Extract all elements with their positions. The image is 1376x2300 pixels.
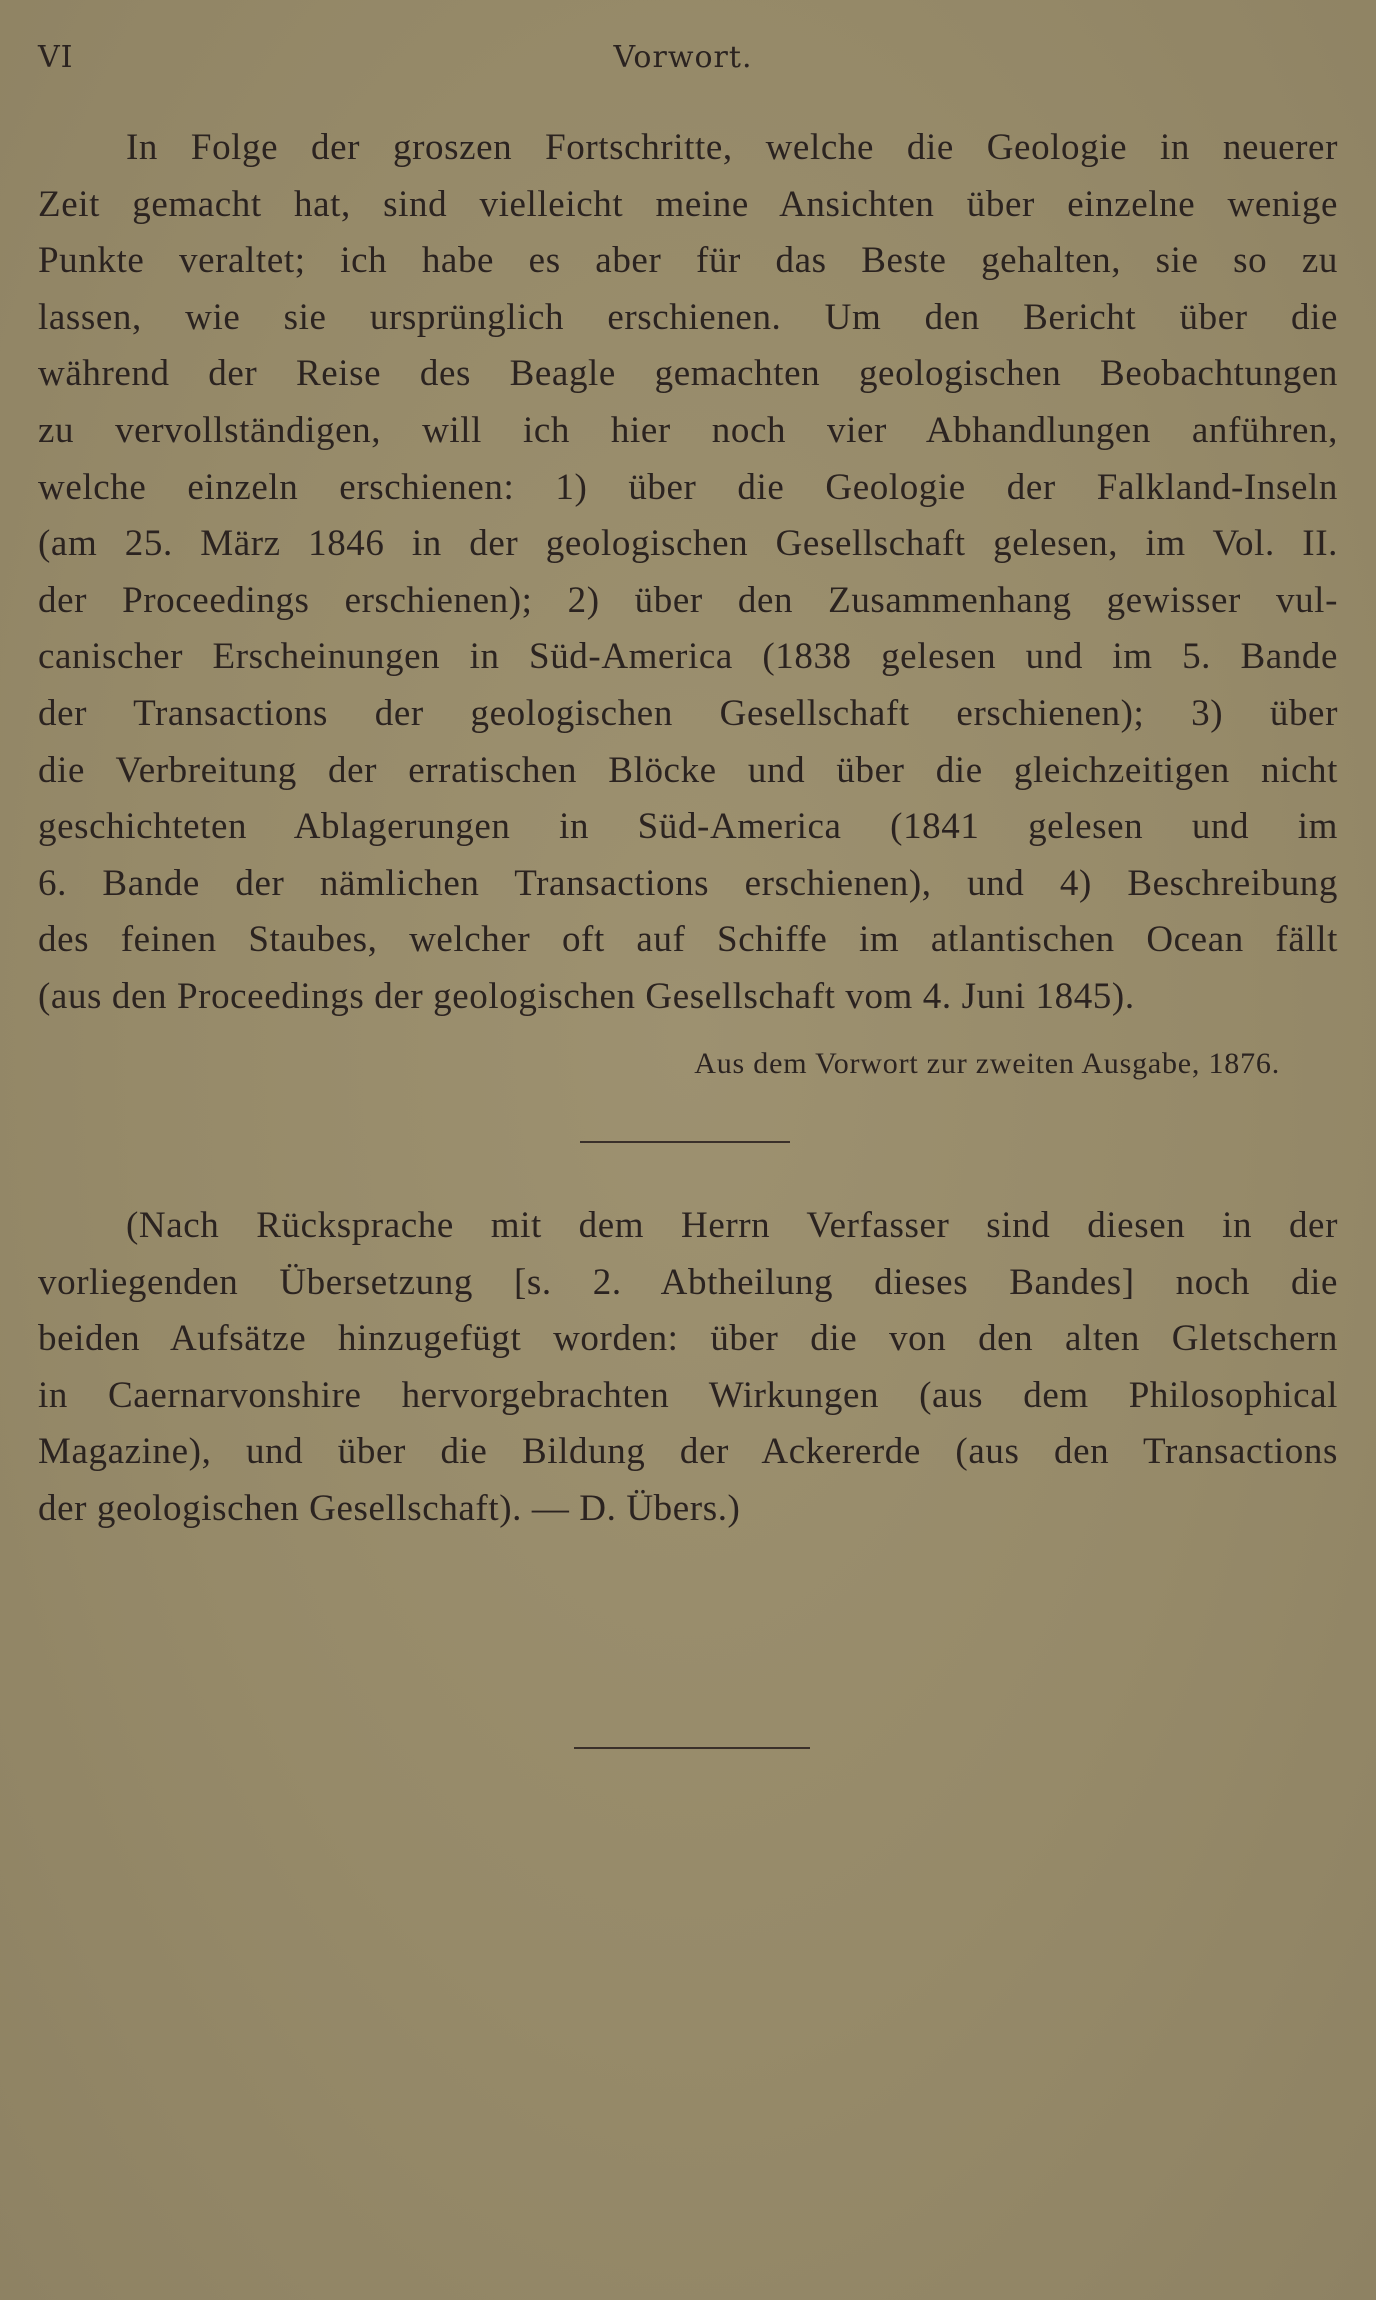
section-divider (580, 1141, 790, 1143)
text-line: beiden Aufsätze hinzugefügt worden: über die von den alten Gletschern (38, 1318, 1338, 1360)
text-line: Zeit gemacht hat, sind vielleicht meine Ansichten über einzelne wenige (38, 183, 1338, 225)
text-line: der Transactions der geologischen Gesellschaft erschienen); 3) über (38, 692, 1338, 734)
running-title: Vorwort. (613, 40, 753, 75)
text-line: (aus den Proceedings der geologischen Gesellschaft vom 4. Juni 1845). (38, 975, 1135, 1017)
text-line: (Nach Rücksprache mit dem Herrn Verfasser sind diesen in der (126, 1205, 1338, 1246)
text-line: In Folge der groszen Fortschritte, welche die Geologie in neuerer (126, 127, 1338, 168)
text-line: während der Reise des Beagle gemachten geologischen Beobachtungen (38, 353, 1338, 395)
end-divider (574, 1747, 810, 1749)
text-line: welche einzeln erschienen: 1) über die Geologie der Falkland-Inseln (38, 466, 1338, 508)
running-head (38, 36, 1338, 80)
text-line: die Verbreitung der erratischen Blöcke und über die gleichzeitigen nicht (38, 749, 1338, 791)
attribution: Aus dem Vorwort zur zweiten Ausgabe, 1876. (694, 1047, 1280, 1080)
text-line: in Caernarvonshire hervorgebrachten Wirkungen (aus dem Philosophical (38, 1374, 1338, 1416)
translator-note-paragraph (38, 1198, 1338, 1538)
text-line: der geologischen Gesellschaft). — D. Übers.) (38, 1487, 741, 1529)
text-line: geschichteten Ablagerungen in Süd-America (1841 gelesen und im (38, 806, 1338, 848)
text-line: (am 25. März 1846 in der geologischen Gesellschaft gelesen, im Vol. II. (38, 523, 1338, 565)
text-line: zu vervollständigen, will ich hier noch vier Abhandlungen anführen, (38, 409, 1338, 451)
text-line: vorliegenden Übersetzung [s. 2. Abtheilung dieses Bandes] noch die (38, 1261, 1338, 1303)
text-line: Punkte veraltet; ich habe es aber für das Beste gehalten, sie so zu (38, 240, 1338, 282)
text-line: lassen, wie sie ursprünglich erschienen. Um den Bericht über die (38, 296, 1338, 338)
text-line: des feinen Staubes, welcher oft auf Schiffe im atlantischen Ocean fällt (38, 919, 1338, 961)
text-line: der Proceedings erschienen); 2) über den Zusammenhang gewisser vul- (38, 579, 1338, 621)
text-line: canischer Erscheinungen in Süd-America (1838 gelesen und im 5. Bande (38, 636, 1338, 678)
text-line: 6. Bande der nämlichen Transactions erschienen), und 4) Beschreibung (38, 862, 1338, 904)
preface-paragraph (38, 120, 1338, 1026)
text-line: Magazine), und über die Bildung der Ackererde (aus den Transactions (38, 1431, 1338, 1473)
page-number: VI (38, 40, 74, 75)
